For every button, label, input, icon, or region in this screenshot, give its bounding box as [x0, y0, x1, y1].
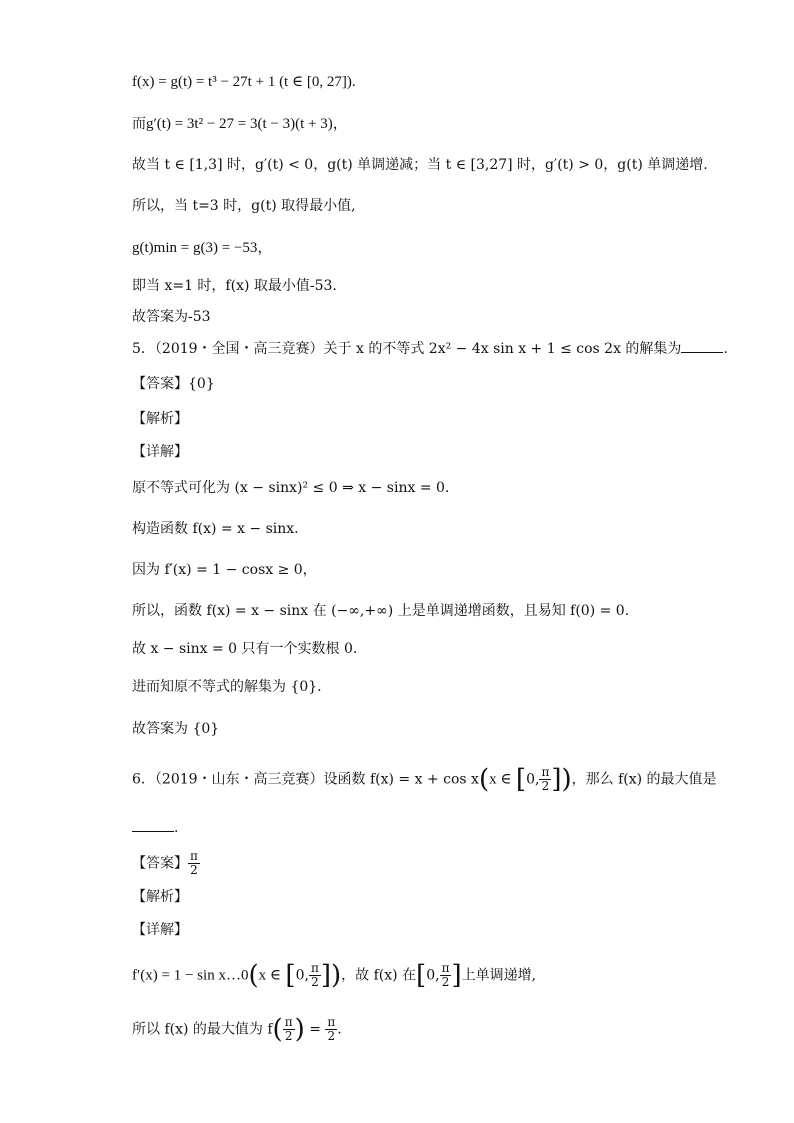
denominator: 2 — [541, 779, 550, 793]
detail-6: 【详解】 — [132, 922, 188, 938]
numerator: π — [541, 765, 550, 779]
denominator: 2 — [441, 975, 450, 989]
close-bracket: ] — [551, 764, 562, 795]
answer-5: 【答案】{0} — [132, 376, 215, 392]
equals: = — [304, 1021, 326, 1038]
domain-text: x ∈ — [258, 967, 281, 984]
answer-6 — [132, 850, 200, 877]
numerator: π — [190, 849, 198, 863]
domain-text: x ∈ — [489, 771, 512, 788]
fraction-pi-over-2 — [325, 1016, 337, 1043]
close-paren: ) — [294, 1014, 305, 1045]
detail-step-2 — [132, 1016, 342, 1043]
question-5-text: 5．（2019・全国・高三竞赛）关于 x 的不等式 2x² − 4x sin x + 1 ≤ cos 2x 的解集为 — [132, 341, 682, 357]
step-4: 所以，函数 f(x) = x − sinx 在 (−∞,+∞) 上是单调递增函数，且易知 f(0) = 0. — [132, 603, 630, 619]
close-paren: ) — [330, 960, 342, 991]
text: ，故 f(x) 在 — [341, 967, 417, 984]
open-bracket: [ — [515, 764, 527, 795]
question-6-end: ，那么 f(x) 的最大值是 — [571, 771, 717, 788]
denominator: 2 — [190, 863, 198, 877]
zero: 0, — [526, 771, 540, 788]
detail-5: 【详解】 — [132, 444, 188, 460]
period: . — [337, 1021, 342, 1038]
answer-blank-line — [132, 818, 178, 838]
step-2: 构造函数 f(x) = x − sinx. — [132, 521, 299, 537]
detail-step-1 — [132, 962, 536, 989]
open-paren: ( — [272, 1014, 283, 1045]
question-5 — [132, 339, 728, 359]
zero: 0, — [426, 967, 440, 984]
step-1: 原不等式可化为 (x − sinx)² ≤ 0 ⇒ x − sinx = 0. — [132, 480, 450, 496]
solution-line-7: 故答案为-53 — [132, 309, 211, 325]
fraction-pi-over-2 — [309, 962, 321, 989]
text: 所以 f(x) 的最大值为 f — [132, 1021, 273, 1038]
analysis-6: 【解析】 — [132, 889, 188, 905]
fraction-pi-over-2 — [440, 962, 452, 989]
numerator: π — [310, 961, 319, 975]
denominator: 2 — [311, 975, 319, 989]
solution-line-6: 即当 x=1 时，f(x) 取最小值-53. — [132, 278, 337, 294]
step-7: 故答案为 {0} — [132, 721, 220, 737]
denominator: 2 — [327, 1029, 336, 1043]
numerator: π — [441, 961, 450, 975]
period: . — [174, 820, 179, 836]
analysis-5: 【解析】 — [132, 411, 188, 427]
answer-blank — [132, 831, 174, 832]
answer-fraction — [188, 850, 200, 877]
close-bracket: ] — [320, 960, 331, 991]
numerator: π — [327, 1015, 336, 1029]
step-5: 故 x − sinx = 0 只有一个实数根 0. — [132, 641, 358, 657]
step-3: 因为 f′(x) = 1 − cosx ≥ 0， — [132, 562, 317, 578]
open-bracket: [ — [416, 960, 427, 991]
question-6 — [132, 766, 717, 793]
period: . — [723, 341, 728, 357]
numerator: π — [284, 1015, 293, 1029]
zero: 0, — [295, 967, 309, 984]
solution-line-3: 故当 t ∈ [1,3] 时，g′(t) < 0，g(t) 单调递减；当 t ∈ [3,27] 时，g′(t) > 0，g(t) 单调递增. — [132, 157, 708, 173]
open-bracket: [ — [285, 960, 296, 991]
solution-line-2 — [132, 114, 348, 134]
answer-label: 【答案】 — [132, 855, 188, 872]
derivative-text: f′(x) = 1 − sin x…0 — [132, 967, 249, 984]
denominator: 2 — [284, 1029, 293, 1043]
open-paren: ( — [478, 764, 490, 795]
solution-line-1: f(x) = g(t) = t³ − 27t + 1 (t ∈ [0, 27]). — [132, 74, 356, 90]
close-bracket: ] — [451, 960, 462, 991]
fraction-pi-over-2 — [539, 766, 551, 793]
step-6: 进而知原不等式的解集为 {0}. — [132, 679, 322, 695]
text: 而 — [132, 116, 146, 132]
derivative-formula: g′(t) = 3t² − 27 = 3(t − 3)(t + 3)， — [146, 116, 348, 132]
question-6-text: 6．（2019・山东・高三竞赛）设函数 f(x) = x + cos x — [132, 771, 479, 788]
text: 上单调递增, — [461, 967, 537, 984]
fraction-pi-over-2 — [283, 1016, 295, 1043]
open-paren: ( — [248, 960, 259, 991]
close-paren: ) — [561, 764, 572, 795]
solution-line-4: 所以，当 t=3 时，g(t) 取得最小值, — [132, 198, 356, 214]
solution-line-5: g(t)min = g(3) = −53， — [132, 240, 273, 256]
answer-blank — [681, 352, 723, 353]
